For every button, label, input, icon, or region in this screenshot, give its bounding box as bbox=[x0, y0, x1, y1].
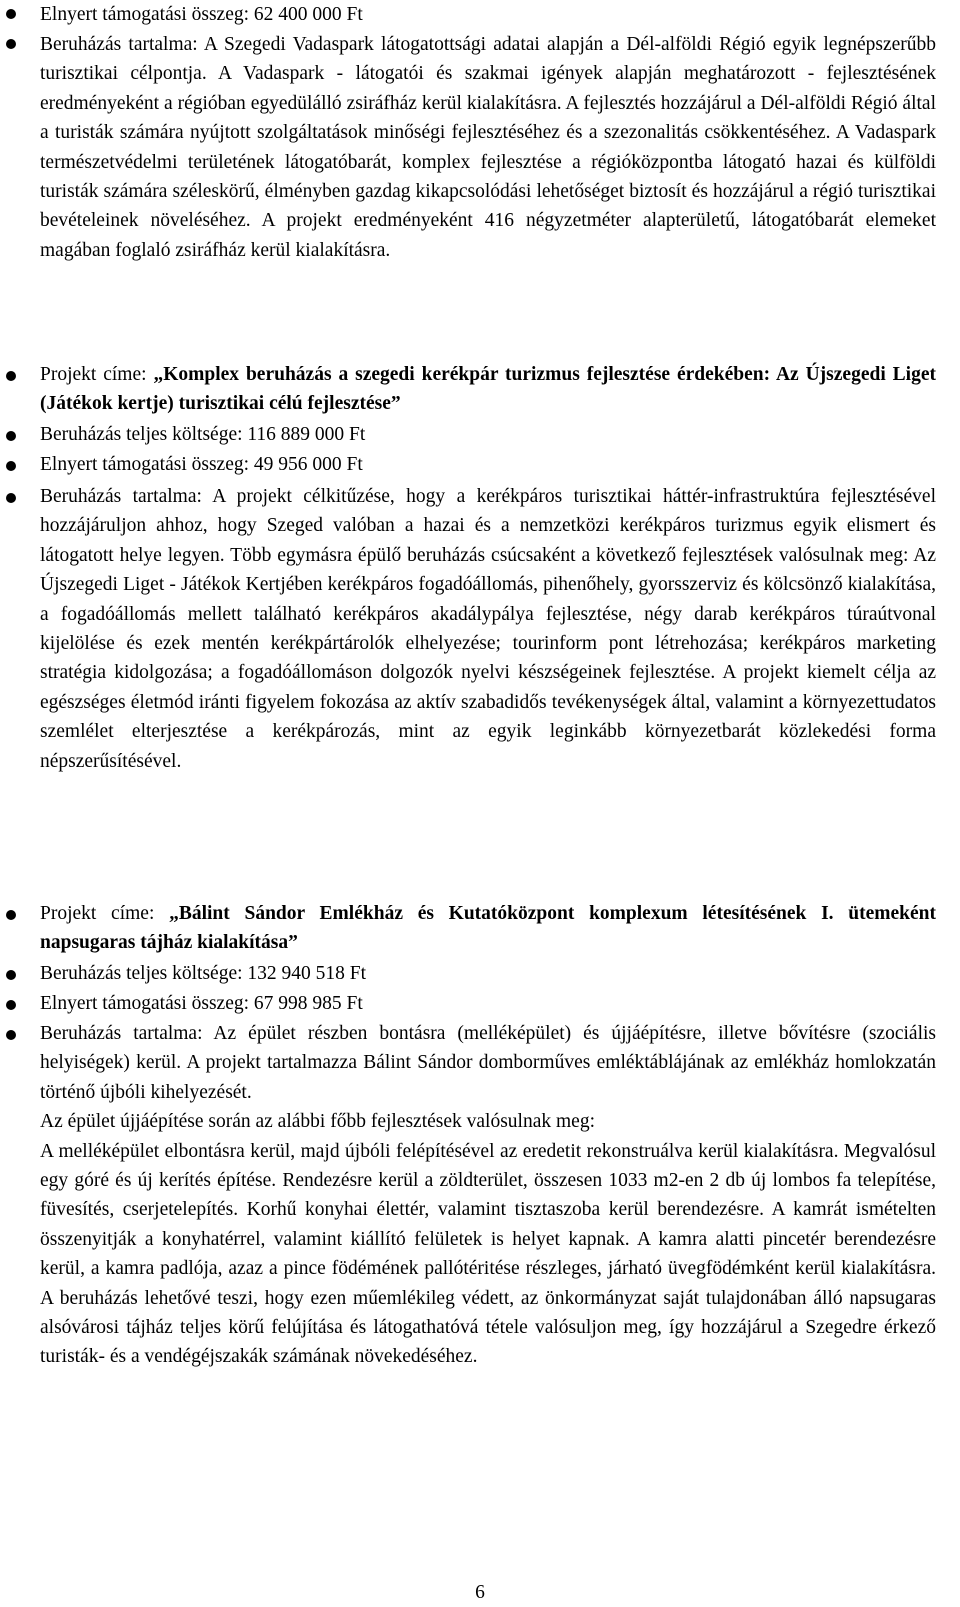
total-cost-2: Beruházás teljes költsége: 116 889 000 Ft bbox=[40, 424, 366, 445]
grant-amount-3: Elnyert támogatási összeg: 67 998 985 Ft bbox=[40, 993, 363, 1014]
bullet-icon bbox=[6, 970, 16, 980]
bullet-icon bbox=[6, 1030, 16, 1040]
content-paragraph: Beruházás tartalma: Az épület részben bontásra (melléképület) és újjáépítésre, illetve bővítésre (szociális helyiségek) kerül. A projekt tartalmazza Bálint Sándor domborműves emléktáblájának az emlékház homlokzatán történő újbóli kihelyezését. bbox=[40, 1023, 936, 1103]
investment-content-3 bbox=[40, 1019, 936, 1372]
project-title-3 bbox=[40, 899, 936, 958]
page-number: 6 bbox=[475, 1582, 485, 1603]
bullet-icon bbox=[6, 39, 16, 49]
content-paragraph: Az épület újjáépítése során az alábbi főbb fejlesztések valósulnak meg: bbox=[40, 1111, 595, 1133]
grant-amount-2: Elnyert támogatási összeg: 49 956 000 Ft bbox=[40, 454, 363, 475]
bullet-icon bbox=[6, 9, 16, 19]
project-title-prefix: Projekt címe: bbox=[40, 903, 170, 924]
bullet-icon bbox=[6, 371, 16, 381]
total-cost-3: Beruházás teljes költsége: 132 940 518 Ft bbox=[40, 963, 367, 984]
grant-amount-1: Elnyert támogatási összeg: 62 400 000 Ft bbox=[40, 4, 363, 25]
project-title-text: „Komplex beruházás a szegedi kerékpár turizmus fejlesztése érdekében: Az Újszegedi Liget (Játékok kertje) turisztikai célú fejlesztése” bbox=[40, 364, 936, 415]
project-title-text: „Bálint Sándor Emlékház és Kutatóközpont komplexum létesítésének I. ütemeként napsugaras tájház kialakítása” bbox=[40, 903, 936, 954]
content-paragraph: A melléképület elbontásra kerül, majd újbóli felépítésével az eredetit rekonstruálva kerül kialakításra. Megvalósul egy góré és új kerítés építése. Rendezésre kerül a zöldterület, összesen 1033 m2-en 2 db új lombos fa telepítése, füvesítés, cserjetelepítés. Korhű konyhai élettér, valamint tisztaszoba kerül berendezésre. A kamrát ismételten összenyitják a konyhatérrel, valamint kiállító felületek is helyet kapnak. A kamra alatti pincetér berendezésre kerül, a kamra padlója, azaz a pince födémének pallótéritése részleges, járható üvegfödémként kerül kialakításra. A beruházás lehetővé teszi, hogy ezen műemlékileg védett, az önkormányzat saját tulajdonában álló napsugaras alsóvárosi tájház teljes körű felújítása és látogathatóvá tétele valósuljon meg, így hozzájárul a Szegedre érkező turisták- és a vendégéjszakák számának növekedéséhez. bbox=[40, 1140, 936, 1368]
investment-content-1: Beruházás tartalma: A Szegedi Vadaspark látogatottsági adatai alapján a Dél-alföldi Régió egyik legnépszerűbb turisztikai célpontja. A Vadaspark - látogatói és szakmai igények alapján meghatározott - fejlesztésének eredményeként a régióban egyedülálló zsiráfház kerül kialakításra. A fejlesztés hozzájárul a Dél-alföldi Régió által a turisták számára nyújtott szolgáltatások minőségi fejlesztéséhez és a szezonalitás csökkentéséhez. A Vadaspark természetvédelmi területének látogatóbarát, komplex fejlesztése a régióközpontba látogató hazai és külföldi turisták számára széleskörű, élményben gazdag kikapcsolódási lehetőséget biztosít és hozzájárul a régió turisztikai bevételeinek növeléséhez. A projekt eredményeként 416 négyzetméter alapterületű, látogatóbarát elemeket magában foglaló zsiráfház kerül kialakításra. bbox=[40, 34, 936, 261]
project-title-2 bbox=[40, 360, 936, 419]
project-title-prefix: Projekt címe: bbox=[40, 364, 154, 385]
investment-content-2: Beruházás tartalma: A projekt célkitűzése, hogy a kerékpáros turisztikai háttér-infrastruktúra fejlesztésével hozzájáruljon ahhoz, hogy Szeged valóban a hazai és a nemzetközi kerékpáros turizmus egyik elismert és látogatott helye legyen. Több egymásra épülő beruházás csúcsaként a következő fejlesztések valósulnak meg: Az Újszegedi Liget - Játékok Kertjében kerékpáros fogadóállomás, pihenőhely, gyorsszerviz és kölcsönző kialakítása, a fogadóállomás mellett található kerékpáros akadálypálya fejlesztése, négy darab kerékpáros túraútvonal kijelölése és ezek mentén kerékpártárolók elhelyezése; tourinform pont létrehozása; kerékpáros marketing stratégia kidolgozása; a fogadóállomáson dolgozók nyelvi készségeinek fejlesztése. A projekt kiemelt célja az egészséges életmód iránti figyelem fokozása az aktív szabadidős tevékenységek által, valamint a környezettudatos szemlélet elterjesztése a kerékpározás, mint az egyik leginkább környezetbarát közlekedési forma népszerűsítésével. bbox=[40, 486, 936, 772]
bullet-icon bbox=[6, 1000, 16, 1010]
bullet-icon bbox=[6, 461, 16, 471]
bullet-icon bbox=[6, 910, 16, 920]
bullet-icon bbox=[6, 493, 16, 503]
bullet-icon bbox=[6, 431, 16, 441]
